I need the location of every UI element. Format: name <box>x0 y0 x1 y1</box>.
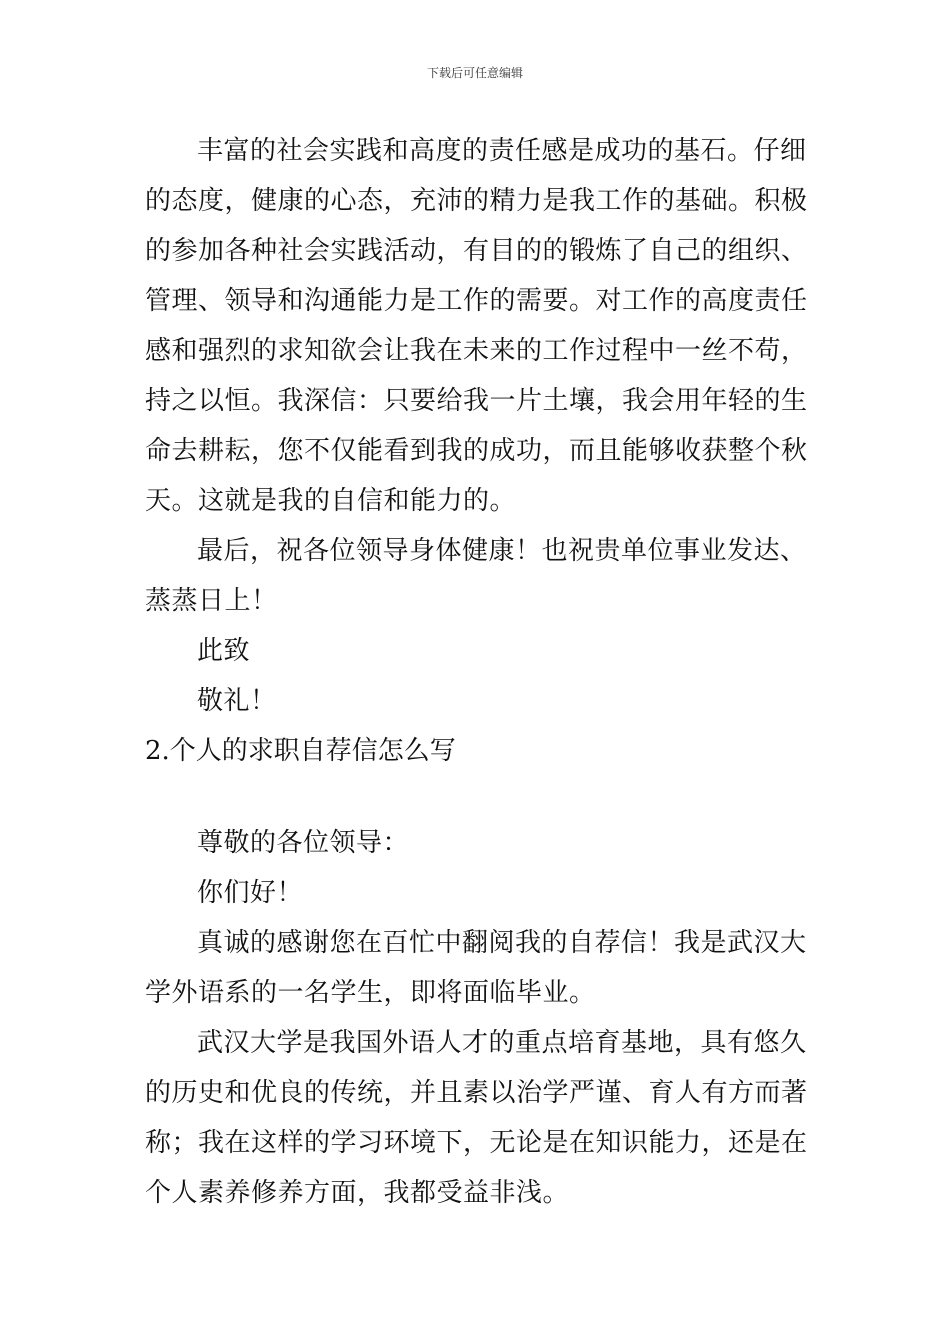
paragraph-intro <box>145 918 810 1018</box>
text-line: 武汉大学是我国外语人才的重点培育基地，具有悠久 <box>197 1028 807 1058</box>
blank-space <box>145 776 810 818</box>
text-line: 真诚的感谢您在百忙中翻阅我的自荐信！我是武汉大 <box>197 928 807 958</box>
section-heading: 2.个人的求职自荐信怎么写 <box>145 736 456 766</box>
text-line: 命去耕耘，您不仅能看到我的成功，而且能够收获整个秋 <box>145 436 808 466</box>
greeting: 你们好！ <box>197 878 304 908</box>
text-line: 的历史和优良的传统，并且素以治学严谨、育人有方而著 <box>145 1078 808 1108</box>
closing-line: 此致 <box>197 636 251 666</box>
paragraph-foundation <box>145 126 810 526</box>
text-line: 管理、领导和沟通能力是工作的需要。对工作的高度责任 <box>145 286 808 316</box>
text-line: 丰富的社会实践和高度的责任感是成功的基石。仔细 <box>197 136 807 166</box>
text-line: 学外语系的一名学生，即将面临毕业。 <box>145 978 596 1008</box>
page-header: 下载后可任意编辑 <box>426 66 523 80</box>
text-line: 蒸蒸日上！ <box>145 586 278 616</box>
paragraph-university <box>145 1018 810 1218</box>
text-line: 天。这就是我的自信和能力的。 <box>145 486 517 516</box>
paragraph-wishes <box>145 526 810 626</box>
closing-salute: 敬礼！ <box>197 686 277 716</box>
text-line: 个人素养修养方面，我都受益非浅。 <box>145 1178 570 1208</box>
text-line: 称；我在这样的学习环境下，无论是在知识能力，还是在 <box>145 1128 808 1158</box>
text-line: 持之以恒。我深信：只要给我一片土壤，我会用年轻的生 <box>145 386 808 416</box>
text-line: 感和强烈的求知欲会让我在未来的工作过程中一丝不苟， <box>145 336 808 366</box>
salutation: 尊敬的各位领导： <box>197 828 410 858</box>
text-line: 最后，祝各位领导身体健康！也祝贵单位事业发达、 <box>197 536 807 566</box>
text-line: 的参加各种社会实践活动，有目的的锻炼了自己的组织、 <box>145 236 808 266</box>
document-body <box>145 126 810 1218</box>
text-line: 的态度，健康的心态，充沛的精力是我工作的基础。积极 <box>145 186 808 216</box>
